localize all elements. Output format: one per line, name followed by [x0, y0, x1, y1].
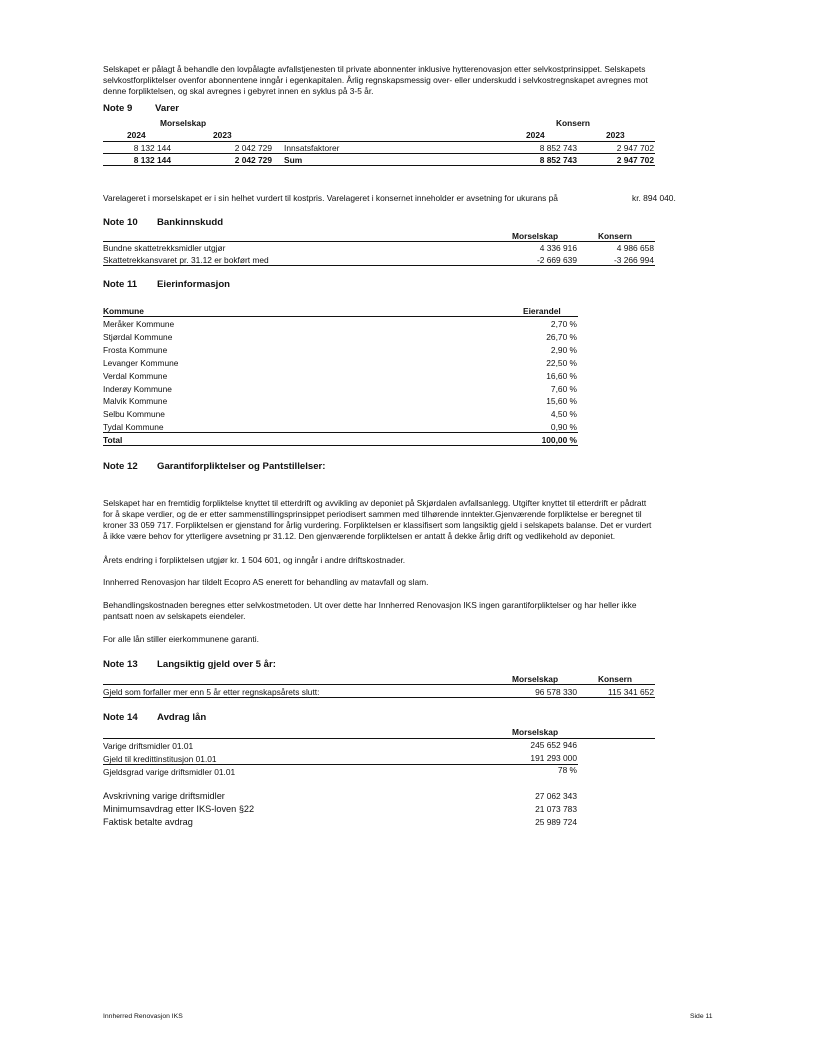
note10-row2-a: -2 669 639	[536, 255, 577, 265]
note14-row-label: Gjeld til kredittinstitusjon 01.01	[103, 754, 217, 764]
note13-row-b: 115 341 652	[608, 687, 654, 697]
note11-bottom-rule	[103, 445, 578, 446]
note14-row-label: Gjeldsgrad varige driftsmidler 01.01	[103, 767, 236, 777]
owner-row-value: 16,60 %	[546, 371, 577, 381]
note12-title: Garantiforpliktelser og Pantstillelser:	[157, 461, 326, 472]
owner-row-value: 2,90 %	[550, 345, 577, 355]
owner-row-label: Levanger Kommune	[103, 358, 179, 368]
note12-p1-line4: å ikke være behov for ytterligere avsetning pr 31.12. Den gjenværende forpliktelsen er antatt å dekke årlig drift og vedlikehold av deponiet.	[103, 531, 616, 541]
footer-company: Innherred Renovasjon IKS	[103, 1013, 183, 1020]
note14-row-value: 191 293 000	[530, 753, 577, 763]
note12-p1-line3: kroner 33 059 717. Forpliktelsen er gjenstand for årlig vurdering. Forpliktelsen er klassifisert som langsiktig gjeld i selskapets balanse. Det er vurdert	[103, 520, 652, 530]
note14-title: Avdrag lån	[157, 712, 207, 723]
note9-title: Varer	[155, 103, 180, 114]
note11-col-kommune: Kommune	[103, 306, 144, 316]
note13-col-morselskap: Morselskap	[512, 674, 559, 684]
note9-sum-b: 2 042 729	[234, 155, 272, 165]
note13-title: Langsiktig gjeld over 5 år:	[157, 659, 276, 670]
owner-row-value: 15,60 %	[546, 396, 577, 406]
note14-row2-value: 21 073 783	[535, 804, 577, 814]
owner-row-value: 0,90 %	[550, 422, 577, 432]
note9-year-1: 2024	[127, 130, 146, 140]
note12-p1-line2: for å skape verdier, og de er etter sammenstillingsprinsippet periodisert sammen med tilhørende inntekter.Gjenværende forpliktelse er beregnet til	[103, 509, 642, 519]
note10-row1-label: Bundne skattetrekksmidler utgjør	[103, 243, 226, 253]
note9-row1-label: Innsatsfaktorer	[284, 143, 340, 153]
note12-number: Note 12	[103, 461, 138, 472]
note9-number: Note 9	[103, 103, 133, 114]
note12-p4-line2: pantsatt noen av selskapets eiendeler.	[103, 611, 246, 621]
note9-group-konsern: Konsern	[556, 118, 590, 128]
note12-p5: For alle lån stiller eierkommunene garanti.	[103, 634, 259, 644]
note10-title: Bankinnskudd	[157, 217, 224, 228]
note11-total-label: Total	[103, 435, 123, 445]
intro-line-2: selvkostforpliktelser ovenfor abonnentene inngår i egenkapitalen. Årlig regnskapsmessig over- eller underskudd i selvkostregnskapet avregnes mot	[103, 75, 648, 85]
note9-year-2: 2023	[213, 130, 232, 140]
note9-sum-c: 8 852 743	[539, 155, 577, 165]
note13-row-a: 96 578 330	[535, 687, 577, 697]
note10-row2-b: -3 266 994	[613, 255, 654, 265]
owner-row-value: 2,70 %	[550, 319, 577, 329]
note12-p4-line1: Behandlingskostnaden beregnes etter selvkostmetoden. Ut over dette har Innherred Renovasjon IKS ingen garantiforpliktelser og har heller ikke	[103, 600, 637, 610]
note9-row1-a: 8 132 144	[133, 143, 171, 153]
note10-row2-label: Skattetrekkansvaret pr. 31.12 er bokført med	[103, 255, 269, 265]
note9-row-rule	[103, 153, 655, 154]
owner-row-label: Stjørdal Kommune	[103, 332, 173, 342]
note9-text: Varelageret i morselskapet er i sin helhet vurdert til kostpris. Varelageret i konsernet inneholder er avsetning for ukurans på	[103, 193, 558, 203]
note14-row2-label: Faktisk betalte avdrag	[103, 817, 193, 827]
note9-year-4: 2023	[606, 130, 625, 140]
note12-p1-line1: Selskapet har en fremtidig forpliktelse knyttet til etterdrift og avvikling av deponiet på Skjørdalen avfallsanlegg. Utgifter knyttet til etterdrift er pådratt	[103, 498, 647, 508]
note14-col-morselskap: Morselskap	[512, 727, 559, 737]
intro-line-1: Selskapet er pålagt å behandle den lovpålagte avfallstjenesten til private abonnenter inklusive hytterenovasjon etter selvkostprinsippet. Selskapets	[103, 64, 646, 74]
owner-row-value: 4,50 %	[550, 409, 577, 419]
note9-row1-d: 2 947 702	[616, 143, 654, 153]
note14-row2-label: Minimumsavdrag etter IKS-loven §22	[103, 804, 255, 814]
note14-row-value: 245 652 946	[530, 740, 577, 750]
note14-row2-value: 25 989 724	[535, 817, 577, 827]
note10-header-rule	[103, 241, 655, 242]
owner-row-label: Tydal Kommune	[103, 422, 164, 432]
owner-row-value: 26,70 %	[546, 332, 577, 342]
note9-sum-label: Sum	[284, 155, 303, 165]
owner-row-label: Verdal Kommune	[103, 371, 168, 381]
note11-header-rule	[103, 316, 578, 317]
note13-col-konsern: Konsern	[598, 674, 632, 684]
note14-row2-value: 27 062 343	[535, 791, 577, 801]
owner-row-label: Inderøy Kommune	[103, 384, 172, 394]
owner-row-label: Malvik Kommune	[103, 396, 168, 406]
owner-row-value: 22,50 %	[546, 358, 577, 368]
note11-title: Eierinformasjon	[157, 279, 231, 290]
note10-row1-b: 4 986 658	[616, 243, 654, 253]
note11-number: Note 11	[103, 279, 138, 290]
note9-header-rule	[103, 141, 655, 142]
note10-row1-a: 4 336 916	[539, 243, 577, 253]
note14-row2-label: Avskrivning varige driftsmidler	[103, 791, 225, 801]
note9-sum-d: 2 947 702	[616, 155, 654, 165]
note10-bottom-rule	[103, 265, 655, 266]
owner-row-value: 7,60 %	[550, 384, 577, 394]
intro-line-3: denne forpliktelsen, og skal avregnes i gebyret innen en syklus på 3-5 år.	[103, 86, 374, 96]
owner-row-label: Selbu Kommune	[103, 409, 165, 419]
note11-col-eierandel: Eierandel	[523, 306, 561, 316]
note14-row-label: Varige driftsmidler 01.01	[103, 741, 194, 751]
note13-bottom-rule	[103, 697, 655, 698]
owner-row-label: Meråker Kommune	[103, 319, 175, 329]
note9-row1-b: 2 042 729	[234, 143, 272, 153]
note12-p2: Årets endring i forpliktelsen utgjør kr. 1 504 601, og inngår i andre driftskostnader.	[103, 555, 406, 565]
note11-total-value: 100,00 %	[541, 435, 577, 445]
note9-group-morselskap: Morselskap	[160, 118, 207, 128]
note14-row-value: 78 %	[557, 765, 577, 775]
owner-row-label: Frosta Kommune	[103, 345, 168, 355]
note9-sum-rule	[103, 165, 655, 166]
note14-number: Note 14	[103, 712, 138, 723]
note13-row-label: Gjeld som forfaller mer enn 5 år etter regnskapsårets slutt:	[103, 687, 320, 697]
note11-total-rule	[103, 432, 578, 433]
note10-number: Note 10	[103, 217, 138, 228]
note13-header-rule	[103, 684, 655, 685]
note13-number: Note 13	[103, 659, 138, 670]
note9-sum-a: 8 132 144	[133, 155, 171, 165]
note9-row1-c: 8 852 743	[539, 143, 577, 153]
note10-col-morselskap: Morselskap	[512, 231, 559, 241]
note9-year-3: 2024	[526, 130, 545, 140]
note14-header-rule	[103, 738, 655, 739]
note10-col-konsern: Konsern	[598, 231, 632, 241]
note9-amount: kr. 894 040.	[632, 193, 676, 203]
note12-p3: Innherred Renovasjon har tildelt Ecopro AS enerett for behandling av matavfall og slam.	[103, 577, 429, 587]
footer-page-number: Side 11	[690, 1013, 713, 1020]
